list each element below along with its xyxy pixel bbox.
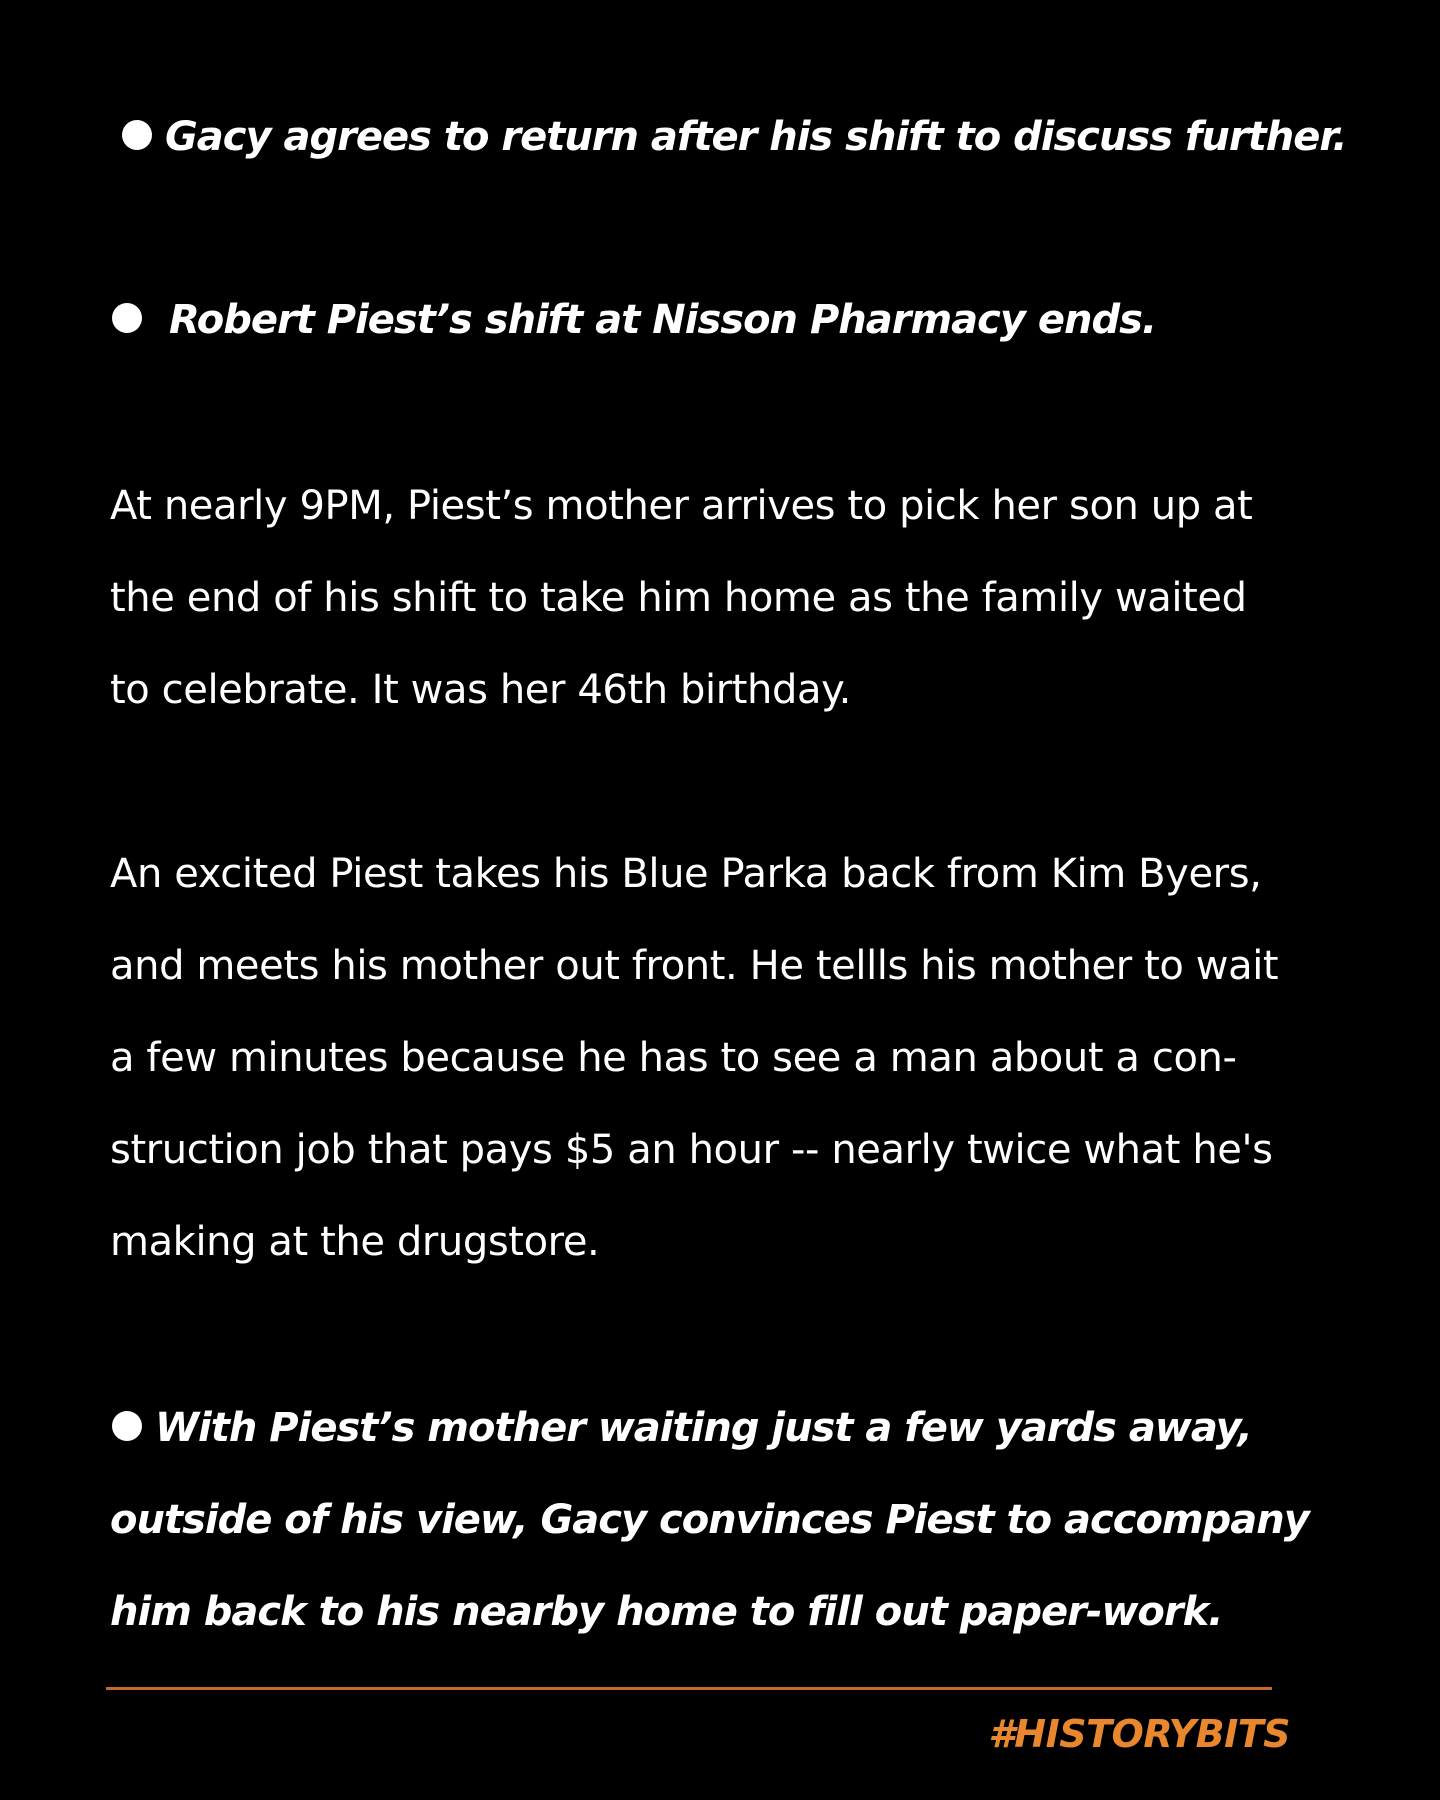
bullet-item-2 — [112, 297, 1157, 343]
bullet-line — [112, 1405, 1252, 1451]
paragraph-line: An excited Piest takes his Blue Parka back from Kim Byers, — [110, 851, 1262, 897]
footer-divider — [106, 1687, 1272, 1690]
paragraph-line: a few minutes because he has to see a man about a con- — [110, 1035, 1237, 1081]
bullet-item-1 — [122, 114, 1347, 160]
bullet-line: him back to his nearby home to fill out paper-work. — [110, 1589, 1223, 1635]
paragraph-line: making at the drugstore. — [110, 1219, 600, 1265]
bullet-icon — [112, 303, 142, 333]
paragraph-line: the end of his shift to take him home as the family waited — [110, 575, 1247, 621]
bullet-text: Robert Piest’s shift at Nisson Pharmacy ends. — [168, 297, 1157, 343]
bullet-icon — [122, 120, 152, 150]
paragraph-line: to celebrate. It was her 46th birthday. — [110, 667, 851, 713]
bullet-line: outside of his view, Gacy convinces Piest to accompany — [110, 1497, 1309, 1543]
bullet-text: Gacy agrees to return after his shift to discuss further. — [164, 114, 1347, 160]
bullet-text: With Piest’s mother waiting just a few yards away, — [154, 1405, 1252, 1451]
paragraph-line: and meets his mother out front. He tellls his mother to wait — [110, 943, 1279, 989]
paragraph-line: struction job that pays $5 an hour -- nearly twice what he's — [110, 1127, 1273, 1173]
paragraph-line: At nearly 9PM, Piest’s mother arrives to pick her son up at — [110, 483, 1253, 529]
bullet-icon — [112, 1411, 142, 1441]
hashtag-label: #HISTORYBITS — [988, 1712, 1290, 1756]
